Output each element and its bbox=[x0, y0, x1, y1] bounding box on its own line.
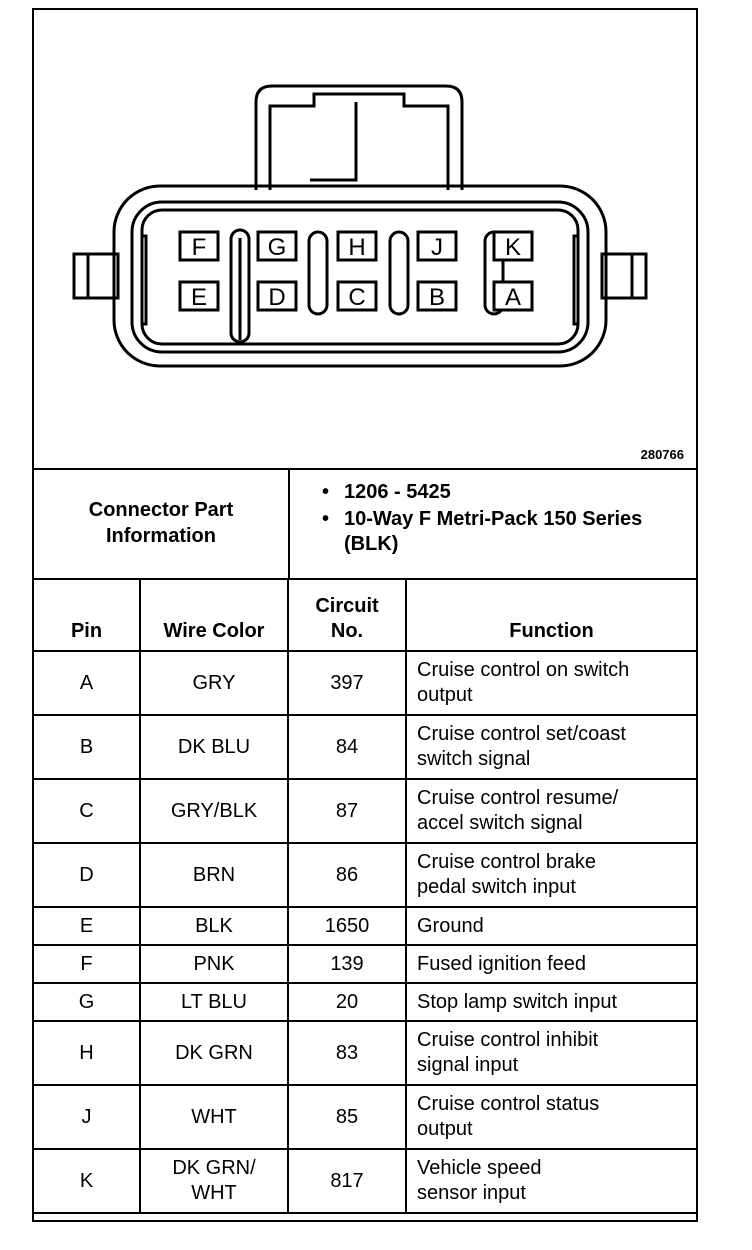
function-cell bbox=[406, 907, 696, 945]
pin-cell: J bbox=[34, 1085, 140, 1149]
function-line: output bbox=[417, 684, 473, 706]
wire-color-line: LT BLU bbox=[181, 990, 247, 1013]
function-cell bbox=[406, 843, 696, 907]
function-line: accel switch signal bbox=[417, 812, 583, 834]
pin-label-c: C bbox=[348, 284, 366, 311]
circuit-cell: 85 bbox=[288, 1085, 406, 1149]
pin-cell: A bbox=[34, 651, 140, 715]
pin-cell: B bbox=[34, 715, 140, 779]
header-wire-color: Wire Color bbox=[140, 579, 288, 651]
wire-color-line: DK GRN/ bbox=[172, 1157, 256, 1179]
function-line: Ground bbox=[417, 914, 484, 937]
part-number: • 1206 - 5425 bbox=[322, 480, 696, 505]
function-line: Cruise control status bbox=[417, 1093, 600, 1115]
circuit-cell: 817 bbox=[288, 1149, 406, 1213]
function-line: pedal switch input bbox=[417, 876, 576, 898]
table-row bbox=[34, 907, 696, 945]
function-cell bbox=[406, 1149, 696, 1213]
pin-cell: K bbox=[34, 1149, 140, 1213]
header-circuit-line1: Circuit bbox=[315, 595, 379, 617]
header-circuit bbox=[288, 579, 406, 651]
wire-color-cell bbox=[140, 779, 288, 843]
wire-color-line: WHT bbox=[191, 1105, 237, 1128]
table-row bbox=[34, 1085, 696, 1149]
wire-color-line: PNK bbox=[193, 952, 235, 975]
connector-type: • 10-Way F Metri-Pack 150 Series (BLK) bbox=[322, 507, 696, 557]
wire-color-line: WHT bbox=[191, 1182, 237, 1204]
function-line: Stop lamp switch input bbox=[417, 990, 618, 1013]
function-cell bbox=[406, 715, 696, 779]
circuit-cell: 20 bbox=[288, 983, 406, 1021]
wire-color-cell bbox=[140, 1021, 288, 1085]
function-line: Fused ignition feed bbox=[417, 952, 587, 975]
circuit-cell: 86 bbox=[288, 843, 406, 907]
pin-cell: E bbox=[34, 907, 140, 945]
pin-cell: C bbox=[34, 779, 140, 843]
table-header-row bbox=[34, 579, 696, 651]
pinout-rows bbox=[34, 651, 696, 1213]
wire-color-line: DK GRN bbox=[175, 1041, 253, 1064]
pin-cell: D bbox=[34, 843, 140, 907]
wire-color-cell bbox=[140, 983, 288, 1021]
table-row bbox=[34, 715, 696, 779]
function-cell bbox=[406, 1085, 696, 1149]
wire-color-cell bbox=[140, 907, 288, 945]
connector-info-values bbox=[290, 468, 696, 578]
header-function: Function bbox=[406, 579, 696, 651]
pin-cell: F bbox=[34, 945, 140, 983]
table-row bbox=[34, 945, 696, 983]
function-cell bbox=[406, 651, 696, 715]
info-label-line2: Information bbox=[106, 525, 216, 547]
table-row bbox=[34, 651, 696, 715]
function-line: sensor input bbox=[417, 1182, 526, 1204]
table-row bbox=[34, 779, 696, 843]
pin-label-k: K bbox=[504, 234, 522, 261]
wire-color-cell bbox=[140, 1085, 288, 1149]
function-cell bbox=[406, 983, 696, 1021]
circuit-cell: 1650 bbox=[288, 907, 406, 945]
table-row bbox=[34, 983, 696, 1021]
pin-label-d: D bbox=[268, 284, 286, 311]
function-line: Cruise control resume/ bbox=[417, 787, 619, 809]
circuit-cell: 87 bbox=[288, 779, 406, 843]
pin-label-h: H bbox=[348, 234, 366, 261]
function-cell bbox=[406, 1021, 696, 1085]
wire-color-cell bbox=[140, 651, 288, 715]
table-row bbox=[34, 843, 696, 907]
wire-color-cell bbox=[140, 945, 288, 983]
table-row bbox=[34, 1149, 696, 1213]
connector-face-drawing bbox=[34, 10, 696, 468]
wire-color-cell bbox=[140, 715, 288, 779]
info-label-line1: Connector Part bbox=[88, 499, 234, 521]
pinout-table bbox=[34, 578, 696, 1214]
pin-cell: H bbox=[34, 1021, 140, 1085]
function-cell bbox=[406, 779, 696, 843]
function-line: switch signal bbox=[417, 748, 531, 770]
pin-label-b: B bbox=[428, 284, 446, 311]
function-line: output bbox=[417, 1118, 473, 1140]
connector-info-label bbox=[34, 468, 290, 578]
header-circuit-line2: No. bbox=[330, 620, 364, 642]
connector-diagram bbox=[34, 10, 696, 470]
function-line: Cruise control set/coast bbox=[417, 723, 626, 745]
connector-sheet bbox=[32, 8, 698, 1222]
circuit-cell: 84 bbox=[288, 715, 406, 779]
wire-color-line: BLK bbox=[195, 914, 233, 937]
wire-color-line: GRY bbox=[192, 671, 236, 694]
wire-color-line: GRY/BLK bbox=[170, 799, 258, 822]
function-line: signal input bbox=[417, 1054, 519, 1076]
wire-color-cell bbox=[140, 1149, 288, 1213]
connector-part-info bbox=[34, 468, 696, 580]
figure-id: 280766 bbox=[640, 447, 684, 462]
function-cell bbox=[406, 945, 696, 983]
pin-label-f: F bbox=[191, 234, 207, 261]
header-pin: Pin bbox=[34, 579, 140, 651]
wire-color-line: DK BLU bbox=[177, 735, 251, 758]
wire-color-cell bbox=[140, 843, 288, 907]
pin-label-j: J bbox=[431, 234, 443, 261]
function-line: Cruise control brake bbox=[417, 851, 596, 873]
pin-label-g: G bbox=[267, 234, 287, 261]
function-line: Cruise control on switch bbox=[417, 659, 630, 681]
pin-label-a: A bbox=[504, 284, 522, 311]
table-row bbox=[34, 1021, 696, 1085]
circuit-cell: 83 bbox=[288, 1021, 406, 1085]
function-line: Cruise control inhibit bbox=[417, 1029, 599, 1051]
pin-label-e: E bbox=[190, 284, 208, 311]
circuit-cell: 397 bbox=[288, 651, 406, 715]
function-line: Vehicle speed bbox=[417, 1157, 542, 1179]
circuit-cell: 139 bbox=[288, 945, 406, 983]
wire-color-line: BRN bbox=[192, 863, 236, 886]
pin-cell: G bbox=[34, 983, 140, 1021]
